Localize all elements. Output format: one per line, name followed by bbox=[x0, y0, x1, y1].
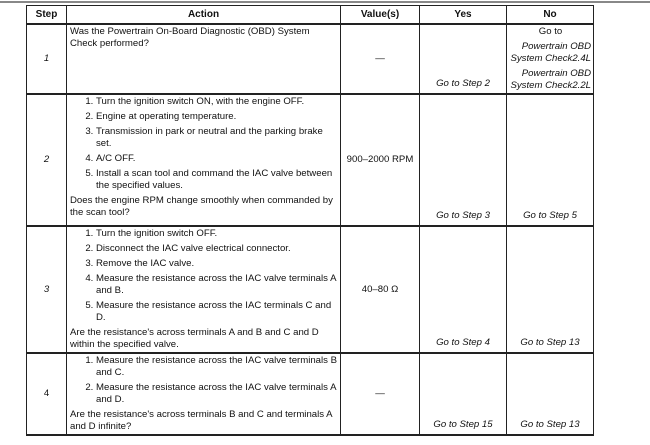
action-item: 5. Install a scan tool and command the IAC valve between the specified values. bbox=[96, 168, 337, 192]
no-link[interactable]: Go to Step 13 bbox=[507, 226, 594, 353]
action-cell bbox=[67, 226, 341, 353]
header-yes: Yes bbox=[420, 6, 507, 25]
yes-link[interactable]: Go to Step 3 bbox=[420, 94, 507, 226]
action-item: 3. Remove the IAC valve. bbox=[96, 258, 337, 270]
action-cell bbox=[67, 353, 341, 435]
action-item: 4. Measure the resistance across the IAC valve terminals A and B. bbox=[96, 273, 337, 297]
step-number: 4 bbox=[27, 353, 67, 435]
action-cell bbox=[67, 24, 341, 94]
action-item: 1. Measure the resistance across the IAC valve terminals B and C. bbox=[96, 355, 337, 379]
table-row bbox=[27, 94, 594, 226]
header-action: Action bbox=[67, 6, 341, 25]
no-prefix: Go to bbox=[538, 26, 563, 37]
action-item: 3. Transmission in park or neutral and the parking brake set. bbox=[96, 126, 337, 150]
yes-link[interactable]: Go to Step 15 bbox=[420, 353, 507, 435]
action-item: 1. Turn the ignition switch OFF. bbox=[96, 228, 337, 240]
table-row bbox=[27, 226, 594, 353]
no-link[interactable]: Go to Step 13 bbox=[507, 353, 594, 435]
action-cell bbox=[67, 94, 341, 226]
yes-link[interactable]: Go to Step 4 bbox=[420, 226, 507, 353]
value-cell: — bbox=[341, 24, 420, 94]
no-link-2-4l[interactable]: Powertrain OBD System Check2.4L bbox=[510, 41, 591, 64]
step-number: 1 bbox=[27, 24, 67, 94]
no-cell bbox=[507, 24, 594, 94]
diagnostic-table bbox=[26, 5, 594, 436]
header-values: Value(s) bbox=[341, 6, 420, 25]
question: Are the resistance's across terminals A and B and C and D within the specified valve. bbox=[70, 327, 319, 350]
header-no: No bbox=[507, 6, 594, 25]
step-number: 3 bbox=[27, 226, 67, 353]
question: Does the engine RPM change smoothly when commanded by the scan tool? bbox=[70, 195, 333, 218]
yes-link[interactable]: Go to Step 2 bbox=[420, 24, 507, 94]
value-cell: 900–2000 RPM bbox=[341, 94, 420, 226]
no-link[interactable]: Go to Step 5 bbox=[507, 94, 594, 226]
top-rule bbox=[0, 1, 650, 3]
table-row bbox=[27, 353, 594, 435]
question: Was the Powertrain On-Board Diagnostic (OBD) System Check performed? bbox=[70, 26, 310, 49]
action-item: 2. Engine at operating temperature. bbox=[96, 111, 337, 123]
action-item: 4. A/C OFF. bbox=[96, 153, 337, 165]
step-number: 2 bbox=[27, 94, 67, 226]
action-item: 2. Disconnect the IAC valve electrical connector. bbox=[96, 243, 337, 255]
table-header bbox=[27, 6, 594, 25]
action-item: 5. Measure the resistance across the IAC terminals C and D. bbox=[96, 300, 337, 324]
value-cell: — bbox=[341, 353, 420, 435]
action-item: 1. Turn the ignition switch ON, with the engine OFF. bbox=[96, 96, 337, 108]
no-link-2-2l[interactable]: Powertrain OBD System Check2.2L bbox=[510, 68, 591, 91]
action-item: 2. Measure the resistance across the IAC valve terminals A and D. bbox=[96, 382, 337, 406]
table-row bbox=[27, 24, 594, 94]
question: Are the resistance's across terminals B and C and terminals A and D infinite? bbox=[70, 409, 333, 432]
header-step: Step bbox=[27, 6, 67, 25]
value-cell: 40–80 Ω bbox=[341, 226, 420, 353]
